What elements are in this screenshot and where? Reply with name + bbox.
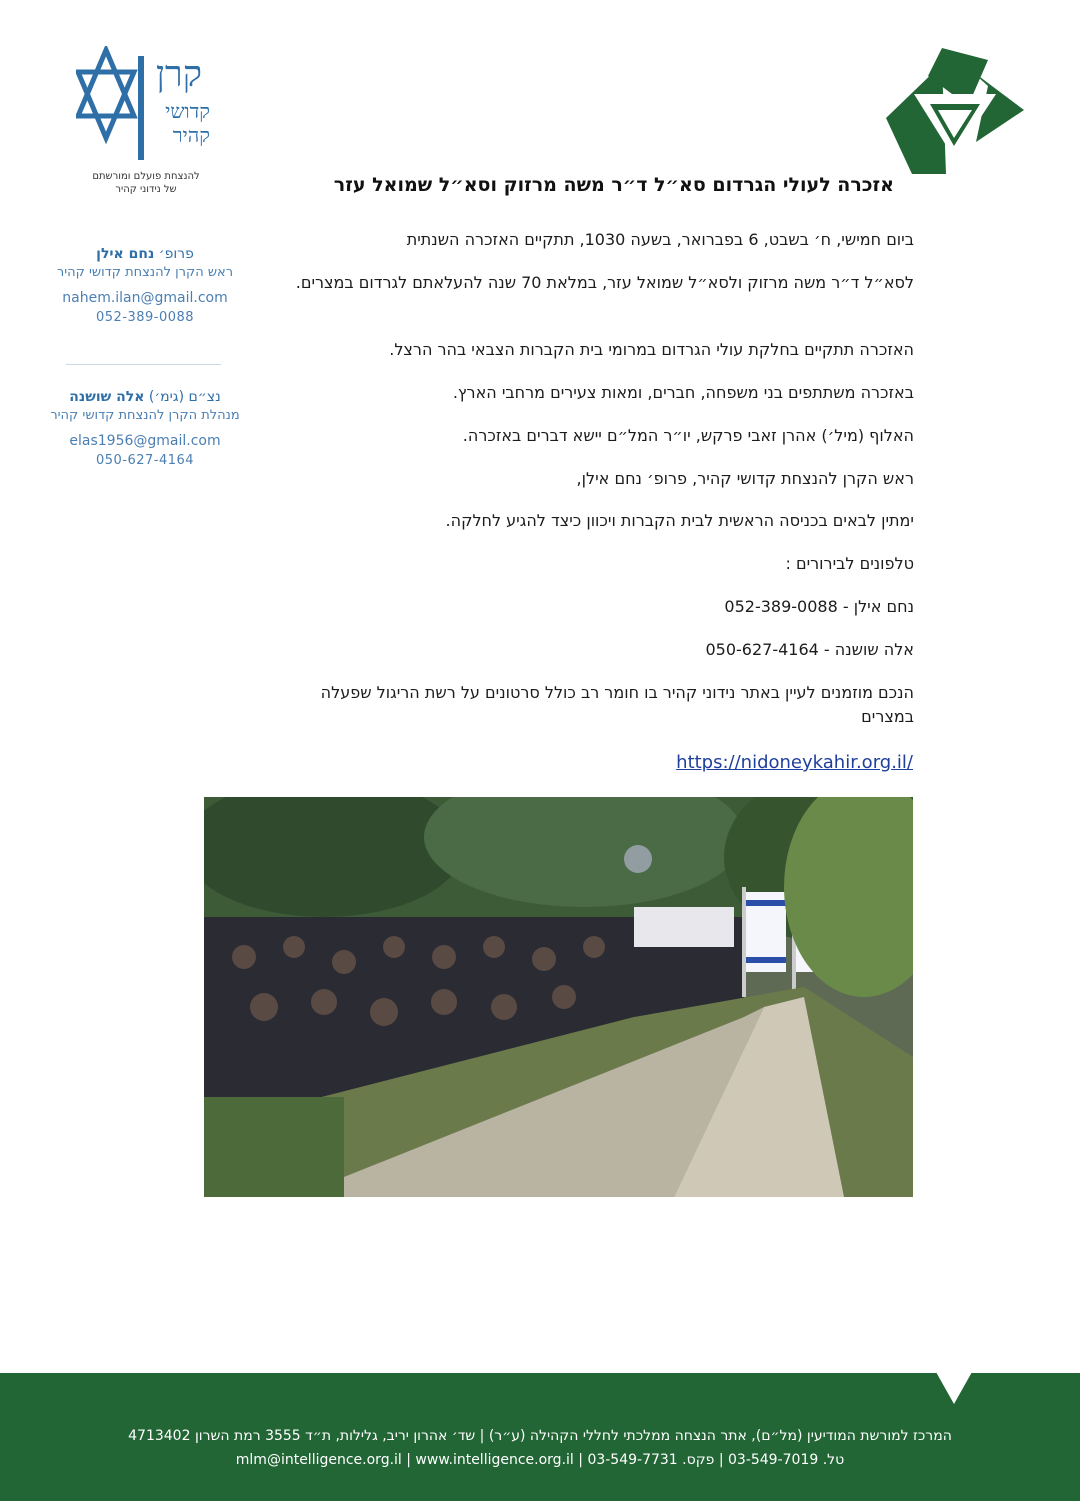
logo-word-bot: קהיר — [172, 123, 210, 147]
contact-role: מנהלת הקרן להנצחת קדושי קהיר — [50, 408, 240, 423]
contact-name: אלה שושנה — [69, 389, 145, 405]
contact-name: נחם אילן — [96, 246, 155, 262]
paragraph-honorees: לסא״ל ד״ר משה מרזוק ולסא״ל שמואל עזר, במלאת 70 שנה להעלאתם לגרדום במצרים. — [295, 273, 914, 292]
organization-logo — [884, 46, 1026, 174]
contact-prefix: נצ״ם (גימ׳) — [148, 389, 221, 405]
logo-caption-2: של נידוני קהיר — [115, 184, 177, 195]
paragraph-phone-2: אלה שושנה - 050-627-4164 — [705, 640, 914, 659]
paragraph-speaker: האלוף (מיל׳) אהרן זאבי פרקש, יו״ר המל״ם יישא דברים באזכרה. — [462, 426, 914, 445]
contact-card-1 — [40, 246, 250, 325]
paragraph-phone-1: נחם אילן - 052-389-0088 — [724, 597, 914, 616]
footer-address: המרכז למורשת המודיעין (מל״ם), אתר הנצחה ממלכתי לחללי הקהילה (ע״ר) | שד׳ אהרון יריב, גלילות, ת״ד 3555 רמת השרון 4713402 — [128, 1428, 952, 1444]
footer-contact: טל. 03-549-7019 | פקס. 03-549-7731 | mlm@intelligence.org.il | www.intelligence.org.il — [235, 1452, 845, 1468]
paragraph-directions: ימתין לבאים בכניסה הראשית לבית הקברות ויכוון כיצד להגיע לחלקה. — [445, 511, 914, 530]
page-title: אזכרה לעולי הגרדום סא״ל ד״ר משה מרזוק וסא״ל שמואל עזר — [333, 174, 894, 196]
contact-card-2 — [40, 389, 250, 468]
footer — [0, 1373, 1080, 1501]
contact-email-link[interactable]: nahem.ilan@gmail.com — [62, 290, 228, 306]
paragraph-phones-heading: טלפונים לבירורים : — [785, 554, 914, 573]
logo-word-mid: קדושי — [165, 99, 210, 123]
contact-prefix: פרופ׳ — [158, 246, 194, 262]
contact-phone: 052-389-0088 — [95, 310, 195, 325]
paragraph-website-invite: הנכם מוזמנים לעיין באתר נידוני קהיר בו חומר רב כולל סרטונים על רשת הריגול שפעלה במצרים — [320, 683, 914, 726]
contact-email-link[interactable]: elas1956@gmail.com — [69, 433, 221, 449]
logo-word-top: קרן — [155, 54, 202, 95]
paragraph-participants: באזכרה משתתפים בני משפחה, חברים, ומאות צעירים מרחבי הארץ. — [452, 383, 914, 402]
paragraph-date: ביום חמישי, ח׳ בשבט, 6 בפברואר, בשעה 1030, תתקיים האזכרה השנתית — [406, 230, 914, 249]
contact-phone: 050-627-4164 — [95, 453, 195, 468]
contact-role: ראש הקרן להנצחת קדושי קהיר — [56, 265, 234, 280]
paragraph-head: ראש הקרן להנצחת קדושי קהיר, פרופ׳ נחם אילן, — [576, 469, 914, 488]
paragraph-location: האזכרה תתקיים בחלקת עולי הגרדום במרומי בית הקברות הצבאי בהר הרצל. — [389, 340, 914, 359]
logo-caption-1: להנצחת פועלם ומורשתם — [92, 171, 200, 182]
star-of-david-icon — [76, 46, 216, 164]
ceremony-photo — [204, 797, 913, 1197]
foundation-logo — [76, 46, 216, 196]
footer-notch — [936, 1372, 972, 1404]
sidebar-divider — [66, 364, 221, 365]
website-link[interactable]: https://nidoneykahir.org.il/ — [676, 752, 913, 773]
